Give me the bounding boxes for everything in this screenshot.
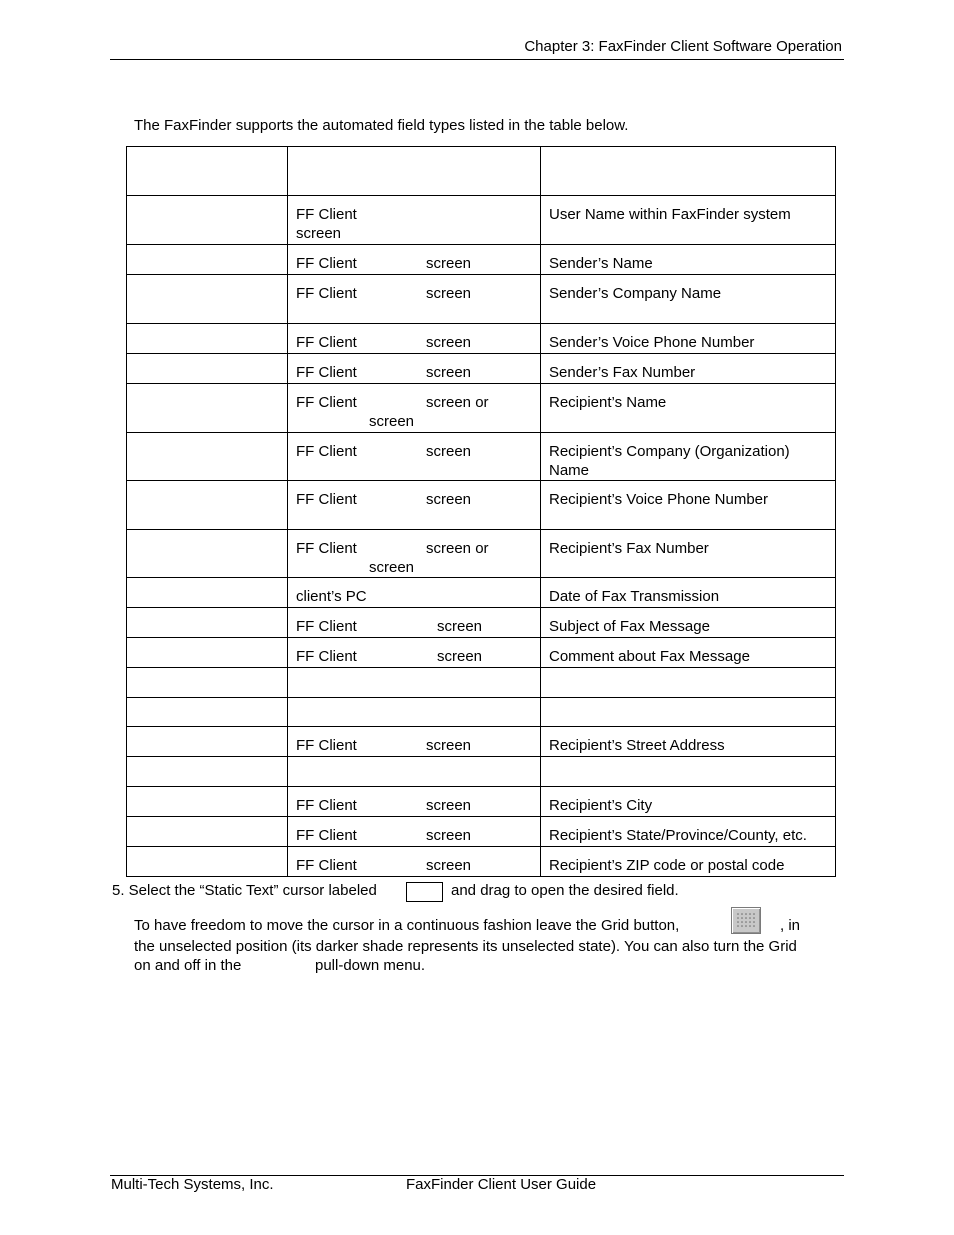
description-text: Sender’s Name <box>549 255 653 272</box>
description-text: Recipient’s Company (Organization) <box>549 443 790 460</box>
table-row <box>127 245 836 275</box>
description-text: Recipient’s City <box>549 797 653 814</box>
source-label: FF Client <box>296 797 357 814</box>
field-name-cell <box>127 530 288 578</box>
field-source-text <box>296 363 532 383</box>
source-screen-word: screen <box>426 827 472 844</box>
field-types-table-body <box>127 147 836 877</box>
field-name-cell <box>127 354 288 384</box>
table-row <box>127 530 836 578</box>
source-screen-word: screen <box>426 737 472 754</box>
field-name-cell <box>127 196 288 245</box>
source-second-line: screen <box>296 225 342 242</box>
page-header-title: Chapter 3: FaxFinder Client Software Operation <box>524 38 842 55</box>
description-text: Sender’s Voice Phone Number <box>549 334 755 351</box>
field-description-cell <box>541 245 836 275</box>
field-source-text <box>296 826 532 846</box>
field-description-cell <box>541 638 836 668</box>
field-source-text <box>296 490 532 529</box>
table-row <box>127 275 836 324</box>
field-name-cell <box>127 433 288 481</box>
table-row <box>127 433 836 481</box>
source-label: FF Client <box>296 857 357 874</box>
footer-guide-title: FaxFinder Client User Guide <box>406 1176 597 1193</box>
field-source-text <box>296 796 532 816</box>
field-description-cell <box>541 787 836 817</box>
field-source-cell <box>288 817 541 847</box>
field-source-text <box>296 736 532 756</box>
field-source-cell <box>288 384 541 433</box>
field-description-cell <box>541 668 836 698</box>
field-source-cell <box>288 196 541 245</box>
source-label: FF Client <box>296 334 357 351</box>
field-description-cell <box>541 578 836 608</box>
source-label: FF Client <box>296 827 357 844</box>
field-description-cell <box>541 433 836 481</box>
field-name-cell <box>127 384 288 433</box>
field-description-cell <box>541 384 836 433</box>
field-source-cell <box>288 530 541 578</box>
description-text: Recipient’s Fax Number <box>549 540 709 557</box>
field-source-text <box>296 205 532 244</box>
source-label: FF Client <box>296 648 357 665</box>
field-name-cell <box>127 727 288 757</box>
field-source-text <box>296 156 532 195</box>
source-screen-word: screen or <box>426 540 489 557</box>
table-row <box>127 578 836 608</box>
field-source-text <box>296 677 532 697</box>
field-description-cell <box>541 698 836 727</box>
footer-company: Multi-Tech Systems, Inc. <box>111 1176 274 1193</box>
field-name-cell <box>127 245 288 275</box>
field-source-text <box>296 284 532 323</box>
table-row <box>127 384 836 433</box>
source-label: FF Client <box>296 443 357 460</box>
field-name-cell <box>127 787 288 817</box>
source-screen-word: screen <box>426 334 472 351</box>
field-source-cell <box>288 578 541 608</box>
intro-paragraph: The FaxFinder supports the automated field types listed in the table below. <box>134 117 629 134</box>
grid-note-line-1-tail: , in <box>780 917 801 934</box>
field-source-text <box>296 539 532 577</box>
table-row <box>127 787 836 817</box>
field-source-text <box>296 333 532 353</box>
field-name-cell <box>127 324 288 354</box>
source-screen-word: screen <box>437 648 483 665</box>
step-5-text-tail: and drag to open the desired field. <box>451 882 679 899</box>
description-text: Sender’s Company Name <box>549 285 722 302</box>
table-row <box>127 324 836 354</box>
source-label: FF Client <box>296 364 357 381</box>
grid-dots-icon <box>732 908 760 933</box>
source-screen-word: screen or <box>426 394 489 411</box>
description-text: User Name within FaxFinder system <box>549 206 791 223</box>
grid-note-line-2: the unselected position (its darker shade represents its unselected state). You can also turn the Grid <box>134 938 797 955</box>
description-text: Subject of Fax Message <box>549 618 710 635</box>
field-name-cell <box>127 275 288 324</box>
field-description-cell <box>541 481 836 530</box>
source-screen-word: screen <box>426 285 472 302</box>
field-source-cell <box>288 433 541 481</box>
table-row <box>127 147 836 196</box>
field-source-cell <box>288 847 541 877</box>
source-label: FF Client <box>296 737 357 754</box>
source-screen-word: screen <box>426 857 472 874</box>
field-source-cell <box>288 481 541 530</box>
field-source-text <box>296 617 532 637</box>
table-row <box>127 727 836 757</box>
field-source-text <box>296 647 532 667</box>
source-second-line: screen <box>369 559 415 576</box>
table-row <box>127 757 836 787</box>
field-source-text <box>296 442 532 480</box>
description-text: Comment about Fax Message <box>549 648 750 665</box>
field-name-cell <box>127 817 288 847</box>
field-description-cell <box>541 275 836 324</box>
grid-note-line-3: on and off in the <box>134 957 242 974</box>
field-types-table <box>126 146 836 877</box>
field-name-cell <box>127 147 288 196</box>
field-source-cell <box>288 324 541 354</box>
field-source-cell <box>288 608 541 638</box>
field-name-cell <box>127 638 288 668</box>
table-row <box>127 817 836 847</box>
description-text: Recipient’s ZIP code or postal code <box>549 857 785 874</box>
description-text: Date of Fax Transmission <box>549 588 720 605</box>
field-description-cell <box>541 147 836 196</box>
source-label: FF Client <box>296 618 357 635</box>
table-row <box>127 638 836 668</box>
source-second-line: screen <box>369 413 415 430</box>
source-label: FF Client <box>296 206 357 223</box>
source-screen-word: screen <box>426 364 472 381</box>
source-label: FF Client <box>296 491 357 508</box>
field-source-text <box>296 587 532 607</box>
source-label: FF Client <box>296 285 357 302</box>
static-text-cursor-icon <box>406 882 443 902</box>
field-source-cell <box>288 727 541 757</box>
grid-note-line-3-tail: pull-down menu. <box>315 957 426 974</box>
source-screen-word: screen <box>426 797 472 814</box>
table-row <box>127 847 836 877</box>
field-source-cell <box>288 757 541 787</box>
field-description-cell <box>541 608 836 638</box>
table-row <box>127 668 836 698</box>
header-rule <box>110 59 844 60</box>
field-name-cell <box>127 608 288 638</box>
source-label: client’s PC <box>296 588 367 605</box>
source-screen-word: screen <box>437 618 483 635</box>
step-5-text: 5. Select the “Static Text” cursor labeled <box>112 882 377 899</box>
source-label: FF Client <box>296 255 357 272</box>
field-name-cell <box>127 481 288 530</box>
field-name-cell <box>127 668 288 698</box>
table-row <box>127 354 836 384</box>
field-source-cell <box>288 638 541 668</box>
field-source-text <box>296 856 532 876</box>
field-name-cell <box>127 578 288 608</box>
field-source-cell <box>288 787 541 817</box>
field-description-cell <box>541 324 836 354</box>
field-source-cell <box>288 698 541 727</box>
field-source-cell <box>288 275 541 324</box>
source-screen-word: screen <box>426 443 472 460</box>
field-description-cell <box>541 817 836 847</box>
table-row <box>127 698 836 727</box>
field-source-text <box>296 393 532 432</box>
description-text: Recipient’s Voice Phone Number <box>549 491 769 508</box>
field-description-cell <box>541 196 836 245</box>
description-text: Sender’s Fax Number <box>549 364 696 381</box>
field-source-cell <box>288 354 541 384</box>
description-text: Recipient’s Name <box>549 394 667 411</box>
source-label: FF Client <box>296 540 357 557</box>
table-row <box>127 481 836 530</box>
field-source-text <box>296 254 532 274</box>
field-description-cell <box>541 530 836 578</box>
description-text-line-2: Name <box>549 462 590 479</box>
table-row <box>127 608 836 638</box>
field-source-text <box>296 766 532 786</box>
field-source-cell <box>288 245 541 275</box>
field-description-cell <box>541 727 836 757</box>
field-description-cell <box>541 757 836 787</box>
field-name-cell <box>127 698 288 727</box>
field-description-cell <box>541 354 836 384</box>
description-text: Recipient’s Street Address <box>549 737 725 754</box>
field-source-cell <box>288 668 541 698</box>
grid-button-icon <box>731 907 761 934</box>
source-label: FF Client <box>296 394 357 411</box>
grid-note-line-1: To have freedom to move the cursor in a continuous fashion leave the Grid button, <box>134 917 680 934</box>
field-description-cell <box>541 847 836 877</box>
description-text: Recipient’s State/Province/County, etc. <box>549 827 807 844</box>
field-name-cell <box>127 757 288 787</box>
table-row <box>127 196 836 245</box>
source-screen-word: screen <box>426 491 472 508</box>
field-source-cell <box>288 147 541 196</box>
field-name-cell <box>127 847 288 877</box>
field-source-text <box>296 707 532 726</box>
source-screen-word: screen <box>426 255 472 272</box>
